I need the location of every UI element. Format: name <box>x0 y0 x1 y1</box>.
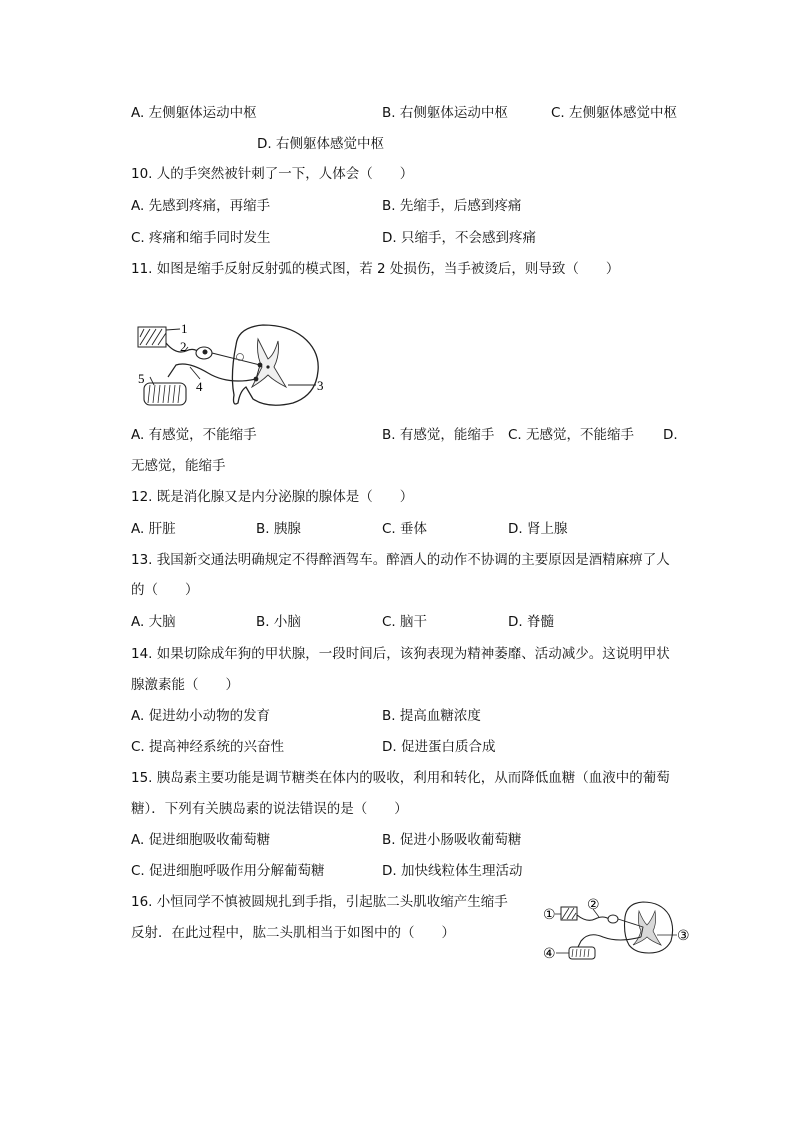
q11-option-b: B. 有感觉，能缩手 <box>382 427 495 443</box>
q14-stem-line1: 14. 如果切除成年狗的甲状腺，一段时间后，该狗表现为精神萎靡、活动减少。这说明甲状 <box>131 646 670 662</box>
q10-option-c: C. 疼痛和缩手同时发生 <box>131 230 271 246</box>
diagram-label-2: 2 <box>180 339 187 354</box>
q9-option-b: B. 右侧躯体运动中枢 <box>382 105 508 121</box>
q14-option-c: C. 提高神经系统的兴奋性 <box>131 739 285 755</box>
diagram-label-3: 3 <box>317 378 324 393</box>
q15-option-a: A. 促进细胞吸收葡萄糖 <box>131 832 271 848</box>
q9-option-d: D. 右侧躯体感觉中枢 <box>257 136 384 152</box>
q11-option-d-text: 无感觉，能缩手 <box>131 458 226 474</box>
diagram-label-1: ① <box>543 907 556 923</box>
effector-muscle <box>144 383 186 405</box>
q12-option-d: D. 肾上腺 <box>508 521 568 537</box>
q14-option-a: A. 促进幼小动物的发育 <box>131 708 271 724</box>
q14-stem-line2: 腺激素能（ ） <box>131 677 239 693</box>
q13-stem-line1: 13. 我国新交通法明确规定不得醉酒驾车。醉酒人的动作不协调的主要原因是酒精麻痹了人 <box>131 552 670 568</box>
diagram-label-4: ④ <box>543 946 556 962</box>
effector-muscle <box>569 947 595 959</box>
q13-option-d: D. 脊髓 <box>508 614 554 630</box>
diagram-label-5: 5 <box>138 371 145 386</box>
q10-stem: 10. 人的手突然被针刺了一下，人体会（ ） <box>131 166 414 182</box>
q13-option-b: B. 小脑 <box>256 614 301 630</box>
q12-option-a: A. 肝脏 <box>131 521 176 537</box>
q10-option-b: B. 先缩手，后感到疼痛 <box>382 198 522 214</box>
q10-option-a: A. 先感到疼痛，再缩手 <box>131 198 271 214</box>
q12-option-c: C. 垂体 <box>382 521 428 537</box>
q15-option-d: D. 加快线粒体生理活动 <box>382 863 523 879</box>
q13-option-c: C. 脑干 <box>382 614 428 630</box>
q12-option-b: B. 胰腺 <box>256 521 301 537</box>
reflex-arc-diagram-q16 <box>543 895 695 967</box>
q15-option-b: B. 促进小肠吸收葡萄糖 <box>382 832 522 848</box>
q13-option-a: A. 大脑 <box>131 614 176 630</box>
q15-stem-line1: 15. 胰岛素主要功能是调节糖类在体内的吸收，利用和转化，从而降低血糖（血液中的葡萄 <box>131 770 670 786</box>
receptor-skin <box>561 907 577 920</box>
diagram-label-4: 4 <box>196 379 203 394</box>
q10-option-d: D. 只缩手，不会感到疼痛 <box>382 230 536 246</box>
diagram-label-2: ② <box>587 897 600 913</box>
q11-option-a: A. 有感觉，不能缩手 <box>131 427 257 443</box>
q9-option-c: C. 左侧躯体感觉中枢 <box>551 105 678 121</box>
q11-option-d-prefix: D. <box>663 427 678 443</box>
diagram-label-3: ③ <box>677 928 690 944</box>
receptor-skin <box>138 327 166 347</box>
q12-stem: 12. 既是消化腺又是内分泌腺的腺体是（ ） <box>131 489 414 505</box>
q16-stem-line1: 16. 小恒同学不慎被圆规扎到手指，引起肱二头肌收缩产生缩手 <box>131 894 508 910</box>
q14-option-d: D. 促进蛋白质合成 <box>382 739 496 755</box>
q14-option-b: B. 提高血糖浓度 <box>382 708 481 724</box>
q16-stem-line2: 反射．在此过程中，肱二头肌相当于如图中的（ ） <box>131 925 455 941</box>
q11-option-c: C. 无感觉，不能缩手 <box>508 427 635 443</box>
q9-option-a: A. 左侧躯体运动中枢 <box>131 105 257 121</box>
q13-stem-line2: 的（ ） <box>131 582 199 598</box>
q11-stem: 11. 如图是缩手反射反射弧的模式图，若 2 处损伤，当手被烫后，则导致（ ） <box>131 261 620 277</box>
q15-option-c: C. 促进细胞呼吸作用分解葡萄糖 <box>131 863 325 879</box>
reflex-arc-diagram-q11 <box>128 315 338 415</box>
diagram-label-1: 1 <box>181 321 188 336</box>
q15-stem-line2: 糖）．下列有关胰岛素的说法错误的是（ ） <box>131 801 408 817</box>
